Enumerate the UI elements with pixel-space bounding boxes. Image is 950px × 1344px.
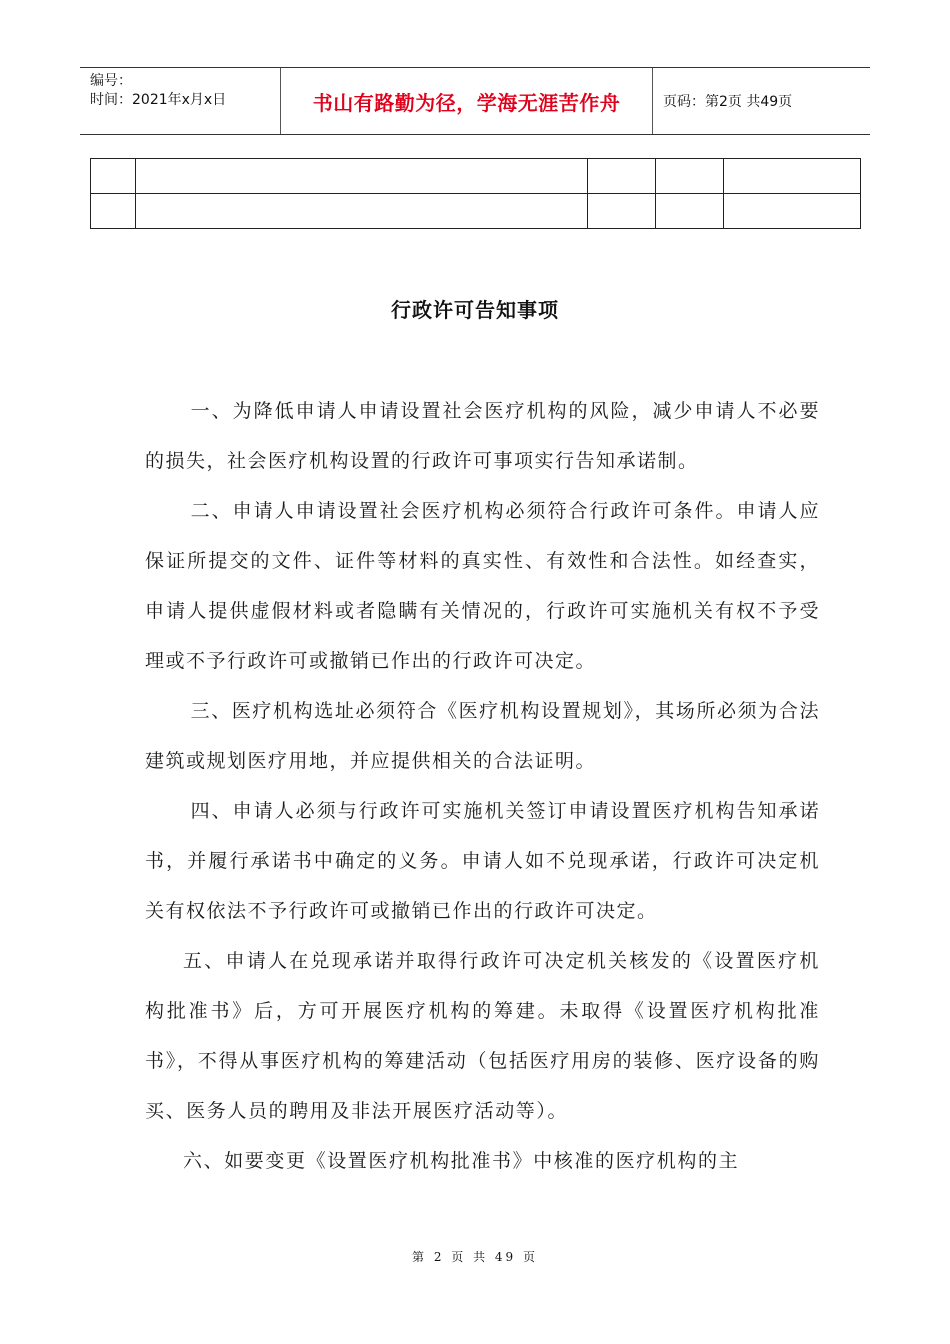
table-cell <box>588 194 656 229</box>
blank-table <box>90 158 861 229</box>
table-cell <box>724 194 861 229</box>
table-row <box>91 194 861 229</box>
document-title: 行政许可告知事项 <box>391 298 559 322</box>
table-cell <box>136 159 588 194</box>
number-label: 编号： <box>90 73 132 89</box>
table-row <box>91 159 861 194</box>
table-cell <box>91 194 136 229</box>
table-cell <box>136 194 588 229</box>
table-cell <box>656 159 724 194</box>
table-cell <box>588 159 656 194</box>
table-cell <box>724 159 861 194</box>
page-header <box>80 67 870 135</box>
header-page-info: 页码：第2页 共49页 <box>663 94 793 110</box>
table-cell <box>91 159 136 194</box>
paragraph-4: 四、申请人必须与行政许可实施机关签订申请设置医疗机构告知承诺书，并履行承诺书中确定的义务。申请人如不兑现承诺，行政许可决定机关有权依法不予行政许可或撤销已作出的行政许可决定。 <box>145 800 820 922</box>
document-body <box>145 386 820 1186</box>
header-meta <box>80 68 281 134</box>
paragraph-3: 三、医疗机构选址必须符合《医疗机构设置规划》，其场所必须为合法建筑或规划医疗用地，并应提供相关的合法证明。 <box>145 700 820 772</box>
table-cell <box>656 194 724 229</box>
time-label: 时间：2021年x月x日 <box>90 92 227 108</box>
paragraph-1: 一、为降低申请人申请设置社会医疗机构的风险，减少申请人不必要的损失，社会医疗机构设置的行政许可事项实行告知承诺制。 <box>145 400 820 472</box>
page-footer: 第 2 页 共 49 页 <box>412 1250 538 1264</box>
paragraph-6: 六、如要变更《设置医疗机构批准书》中核准的医疗机构的主 <box>183 1150 740 1172</box>
paragraph-2: 二、申请人申请设置社会医疗机构必须符合行政许可条件。申请人应保证所提交的文件、证件等材料的真实性、有效性和合法性。如经查实，申请人提供虚假材料或者隐瞒有关情况的，行政许可实施机关有权不予受理或不予行政许可或撤销已作出的行政许可决定。 <box>145 500 820 672</box>
header-motto: 书山有路勤为径，学海无涯苦作舟 <box>281 68 653 134</box>
paragraph-5: 五、申请人在兑现承诺并取得行政许可决定机关核发的《设置医疗机构批准书》后，方可开展医疗机构的筹建。未取得《设置医疗机构批准书》，不得从事医疗机构的筹建活动（包括医疗用房的装修、医疗设备的购买、医务人员的聘用及非法开展医疗活动等）。 <box>145 950 820 1122</box>
